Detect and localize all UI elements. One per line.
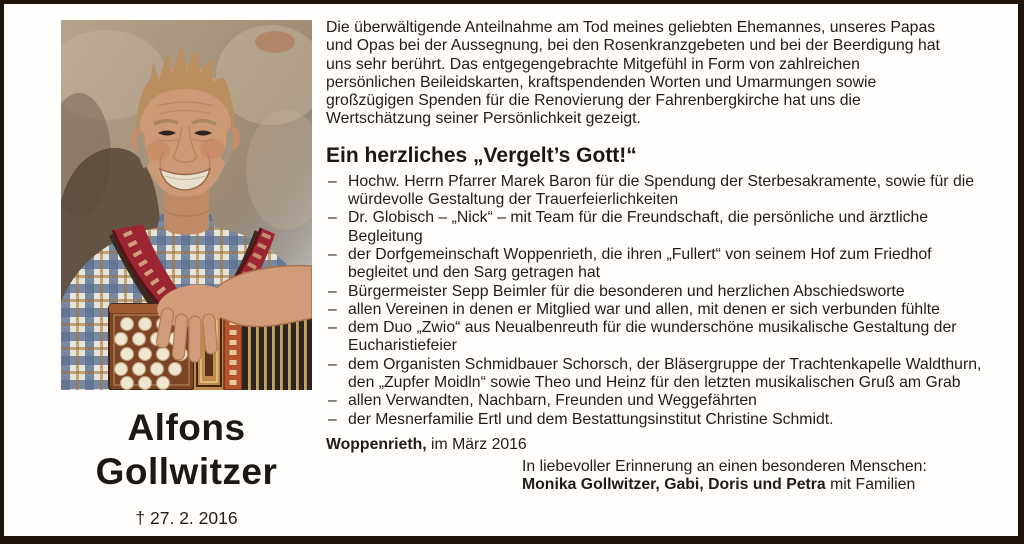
thanks-item bbox=[326, 356, 986, 393]
thanks-item bbox=[326, 246, 986, 283]
deceased-name bbox=[49, 406, 324, 494]
deceased-name-line2: Gollwitzer bbox=[95, 451, 278, 492]
thanks-list bbox=[326, 173, 986, 429]
intro-paragraph: Die überwältigende Anteilnahme am Tod meines geliebten Ehemannes, unseres Papas und Opas bei der Aussegnung, bei den Rosenkranzgebeten und bei der Beerdigung hat uns sehr berührt. Das entgegengebrachte Mitgefühl in Form von zahlreichen persönlichen Beileidskarten, kraftspendenden Worten und Umarmungen sowie großzügigen Spenden für die Renovierung der Fahrenbergkirche hat uns die Wertschätzung seiner Persönlichkeit gezeigt. bbox=[326, 19, 940, 128]
place-date-line bbox=[326, 436, 990, 454]
thanks-item bbox=[326, 319, 986, 356]
thanks-item-text: dem Duo „Zwio“ aus Neualbenreuth für die wunderschöne musikalische Gestaltung der Eucharistiefeier bbox=[348, 319, 957, 355]
dash-bullet: – bbox=[328, 319, 337, 337]
dash-bullet: – bbox=[328, 355, 337, 373]
portrait-photo bbox=[61, 20, 312, 390]
thanks-item-text: der Mesnerfamilie Ertl und dem Bestattungsinstitut Christine Schmidt. bbox=[348, 410, 834, 428]
thanks-item bbox=[326, 173, 986, 210]
family-suffix: mit Familien bbox=[825, 476, 916, 494]
date-text: im März 2016 bbox=[426, 435, 527, 453]
dash-bullet: – bbox=[328, 410, 337, 428]
thanks-item-text: Dr. Globisch – „Nick“ – mit Team für die Freundschaft, die persönliche und ärztliche Begleitung bbox=[348, 209, 929, 245]
family-names: Monika Gollwitzer, Gabi, Doris und Petra bbox=[522, 476, 826, 494]
death-date: † 27. 2. 2016 bbox=[135, 508, 238, 528]
dash-bullet: – bbox=[328, 392, 337, 410]
thanks-item-text: allen Vereinen in denen er Mitglied war und allen, mit denen er sich verbunden fühlte bbox=[348, 300, 940, 318]
headline: Ein herzliches „Vergelt’s Gott!“ bbox=[326, 143, 637, 167]
text-column bbox=[326, 4, 990, 495]
dash-bullet: – bbox=[328, 300, 337, 318]
thanks-item bbox=[326, 283, 986, 301]
closing-block bbox=[522, 458, 990, 495]
dash-bullet: – bbox=[328, 282, 337, 300]
thanks-item-text: dem Organisten Schmidbauer Schorsch, der Bläsergruppe der Trachtenkapelle Waldthurn, den „Zupfer Moidln“ sowie Theo und Heinz für den letzten musikalischen Gruß am Grab bbox=[348, 355, 982, 392]
thanks-item bbox=[326, 209, 986, 246]
dash-bullet: – bbox=[328, 172, 337, 190]
name-block bbox=[49, 406, 324, 529]
dash-bullet: – bbox=[328, 245, 337, 263]
thanks-item-text: allen Verwandten, Nachbarn, Freunden und Weggefährten bbox=[348, 392, 757, 410]
place-name: Woppenrieth, bbox=[326, 435, 427, 453]
closing-line1: In liebevoller Erinnerung an einen besonderen Menschen: bbox=[522, 457, 927, 475]
thanks-item-text: der Dorfgemeinschaft Woppenrieth, die ihren „Fullert“ von seinem Hof zum Friedhof begleitet und den Sarg getragen hat bbox=[348, 245, 932, 282]
deceased-name-line1: Alfons bbox=[127, 407, 246, 448]
dash-bullet: – bbox=[328, 209, 337, 227]
thanks-item bbox=[326, 392, 986, 410]
thanks-item-text: Hochw. Herrn Pfarrer Marek Baron für die Spendung der Sterbesakramente, sowie für die würdevolle Gestaltung der Trauerfeierlichkeiten bbox=[348, 172, 975, 209]
portrait-illustration bbox=[61, 20, 312, 390]
thanks-item bbox=[326, 411, 986, 429]
thanks-item bbox=[326, 301, 986, 319]
closing-line2 bbox=[522, 476, 990, 495]
thanks-item-text: Bürgermeister Sepp Beimler für die besonderen und herzlichen Abschiedsworte bbox=[348, 282, 905, 300]
